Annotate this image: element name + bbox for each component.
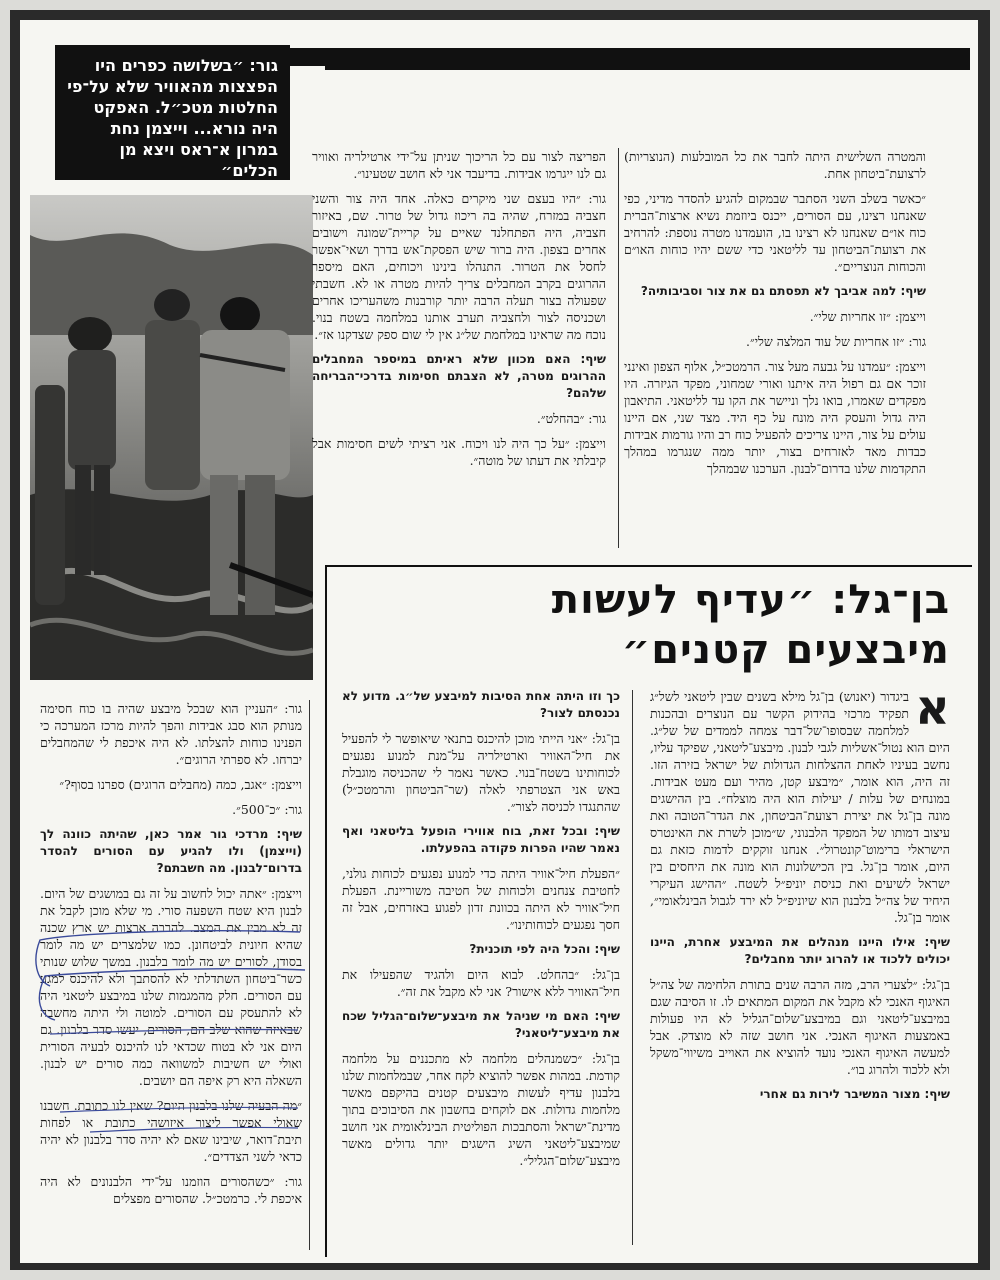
paragraph: גור: ״זו אחריות של עוד המלצה שלי״. — [746, 334, 926, 349]
paragraph: ״הפעלת חיל־אוויר היתה כדי למנוע נפגעים לכוחות גולני, לחטיבת צנחנים ולכוחות של חטיבה משוריינת. הפעלת חיל־אוויר לא היתה בכוונת זדון לפגוע באזרחים, אבל זה חסך נפגעים לכוחותינו״. — [342, 866, 620, 932]
photo-illustration — [30, 195, 313, 680]
paragraph: וייצמן: ״אגב, כמה (מחבלים הרוגים) ספרנו בסוף?״ — [59, 777, 302, 792]
paragraph: הפריצה לצור עם כל הריכוך שניתן על־ידי ארטילריה ואוויר גם לנו ייגרמו אבידות. בדיעבד אני לא חושב שטעינו״. — [312, 149, 606, 181]
paragraph: ״מה הבעיה שלנו בלבנון היום? שאין לנו כתובת. חשבנו שאולי אפשר ליצור איזושהי כתובת או לפחות תיבת־דואר, שיבינו שאם לא יהיה סדר בלבנון לא יהיה כדאי לשני הצדדים״. — [40, 1098, 302, 1164]
paragraph: גור: ״בהחלט״. — [536, 411, 606, 426]
headline-line-1: בן־גל: ״עדיף לעשות — [551, 577, 950, 623]
question-paragraph: שיף: והכל היה לפי תוכנית? — [469, 942, 620, 956]
paragraph: וייצמן: ״עמדנו על גבעה מעל צור. הרמטכ״ל, אלוף הצפון ואינני זוכר אם גם רפול היה איתנו ואורי שמחוני, מפקד הגיזרה. היו מפקדים שאמרו, בואו נלך וניישר את הקו עד לליטאני. התיאבון היה גדול והעסק היה מונח על כף היד. מצד שני, אם היינו עולים על צור, היינו צריכים להפעיל כוח רב והיו גורמות אבידות כבדות מאד לאזרחים בצור, יותר ממה שנגרמו במהלך התקדמות שלנו בדרום־לבנון. הערכנו שבמהלך — [624, 359, 926, 476]
paragraph: בן־גל: ״לצערי הרב, מזה הרבה שנים בתורת הלחימה של צה״ל האיגוף האנכי לא מקבל את המקום המתאים לו. זו הסיבה שגם במיבצע־ליטאני וגם במיבצע־שלום־הגליל לא היו פעולות באמצעות האיגוף האנכי. אני חושב שזה לא מוצדק. אבל למעשה האיגוף האנכי נועד להוציא את האוייב משיווי־משקל ולא ללכוד ולהרוג בו״. — [650, 977, 950, 1077]
question-paragraph: כך וזו היתה אחת הסיבות למיבצע של״ג. מדוע לא נכנסתם לצור? — [342, 689, 620, 720]
paragraph: גור: ״כשהסורים הוזמנו על־ידי הלבנונים לא היה איכפת לי. כרמטכ״ל. שהסורים מפצלים — [40, 1174, 302, 1206]
paragraph: גור: ״העניין הוא שבכל מיבצע שהיה בו כוח חסימה מנותק הוא סבג אבידות והפך להיות מרכז המערכה כי הפנינו כוחות להצלתו. לא היה איכפת לי שהמחבלים יברחו. לא ספרתי הרוגים״. — [40, 701, 302, 767]
paragraph: בן־גל: ״בהחלט. לבוא היום ולהגיד שהפעילו את חיל־האוויר ללא אישור? אני לא מקבל את זה״. — [342, 967, 620, 999]
column-rule — [632, 690, 633, 1245]
dropcap: א — [915, 688, 950, 736]
soldiers-photo — [30, 195, 313, 680]
column-rule — [309, 700, 310, 1250]
column-rule — [618, 148, 619, 548]
article-column-3 — [40, 700, 302, 1250]
lead-paragraph: ביגדור (יאנוש) בן־גל מילא בשנים שבין ליטאני לשל״ג תפקיד מרכזי בהידוק הקשר עם הנוצרים ובהכנות למלחמה שבסופו־של־דבר צמחה לממדים של של״ג. היום הוא נטול־אשליות לגבי לבנון. מיבצע־ליטאני, שפיקד עליו, נחשב בעיניו לאחת ההצלחות הגדולות של ישראל בזירה הזו. זה היה, הוא אומר, ״מיבצע קטן, מהיר ועם מעט אבידות. במונחים של עלות / יעילות הוא היה מוצלח״. בין ההישגים מונה בן־גל את יצירת רצועת־הביטחון, את הגדר־הטובה ואת עיצוב דמותו של המפקד הלבנוני, ש״מוכן לשרת את האינטרס הישראלי ברימוט־קונטרול״. אנחנו זוקקים לדמות כזאת גם היום, אומר בן־גל. בין הכישלונות הוא מונה את היחסים בין ישראל לשיעים ואת כניסת יוניפ״ל לשטח. ״ההישג העיקרי היחיד של צה״ל בלבנון הוא שיוניפ״ל לא ירד לגבול הבינלאומי״, אומר בן־גל. — [650, 689, 950, 925]
question-paragraph: שיף: מרדכי גור אמר כאן, שהיתה כוונה לך (וייצמן) ולו להגיע עם הסורים להסדר בדרום־לבנון. מה חשבתם? — [40, 827, 302, 875]
article-column-2 — [312, 148, 606, 553]
paragraph: גור: ״כ־500״. — [232, 802, 302, 817]
headline-line-2: מיבצעים קטנים״ — [621, 627, 950, 673]
paragraph: בן־גל: ״אני הייתי מוכן להיכנס בתנאי שיאופשר לי להפעיל את חיל־האוויר וארטילריה על־מנת למנוע נפגעים לכוחותינו בשטח־בנוי. כאשר נאמר לי שהכניסה מוגבלת באש אני הצטרפתי לאלה (שר־הביטחון והרמטכ״ל) שהתנגדו לכניסה לצור״. — [342, 731, 620, 814]
article-column-1 — [624, 148, 926, 553]
paragraph: בן־גל: ״כשמנהלים מלחמה לא מתכננים על מלחמה קודמת. במהות אפשר להוציא לקח אחר, שבמלחמות שלנו בלבנון עדיף לעשות מיבצעים קטנים בהיקפם מאשר מלחמות גדולות. אם לוקחים בחשבון את הסיבוכים בתוך מדינת־ישראל והסתבכות הפוליטית הבינלאומית אני חושב שמיבצע־ליטאני השיג הישגים יותר גדולים מאשר מיבצע־שלום־הגליל״. — [342, 1051, 620, 1168]
paragraph: ״כאשר בשלב השני הסתבר שבמקום להגיע להסדר מדיני, כפי שאנחנו רצינו, עם הסורים, ייכנס ביוזמת נשיא ארצות־הברית כוח או״ם שאנחנו לא רצינו בו, הועמדנו מטרה נוספת: להרחיב את רצועת־הביטחון עד לליטאני כדי ששם יהיו כוחות האו״ם והכוחות הנוצריים״. — [624, 191, 926, 274]
question-paragraph: שיף: מצור המשיבר לירות גם אחרי — [759, 1087, 950, 1101]
paragraph — [650, 688, 950, 926]
question-paragraph: שיף: למה אביבך לא תפסתם גם את צור וסביבותיה? — [640, 284, 926, 298]
pull-quote: גור: ״בשלושה כפרים היו הפצצות מהאוויר שלא על־פי החלטות מטכ״ל. האפקט היה נורא... וייצמן נחת במרון א־ראס ויצא מן הכלים״ — [55, 45, 290, 180]
question-paragraph: שיף: אילו היינו מנהלים את המיבצע אחרת, היינו יכולים ללכוד או להרוג יותר מחבלים? — [650, 935, 950, 966]
article-headline — [350, 575, 950, 675]
paragraph: והמטרה השלישית היתה לחבר את כל המובלעות (הנוצריות) לרצועת־ביטחון אחת. — [624, 149, 926, 181]
question-paragraph: שיף: האם מי שניהל את מיבצע־שלום־הגליל שכח את מיבצע־ליטאני? — [342, 1009, 620, 1040]
paragraph: וייצמן: ״זו אחריות שלי״. — [809, 309, 926, 324]
paragraph: וייצמן: ״אתה יכול לחשוב על זה גם במושגים של היום. לבנון היא שטח השפעה סורי. מי שלא מוכן לקבל את זה לא מבין את המצב. להרבה ארצות יש ארץ שכנה שהיא חיונית לביטחונן. כמו שלמצרים יש מה לומר בסודן, לסורים יש מה לומר בלבנון. במשך שלוש שנותי כשר־ביטחון השתדלתי לא להסתבך ולא להיכנס למגע עם הסורים. חלק מהמגמות שלנו במיבצע ליטאני היה לא להתעסק עם הסורים. למוטה ולי היתה מחשבה שבאיזה שהוא שלב הם, הסורים, יעשו סדר בלבנון. גם היום אני לא בטוח שכדאי לנו להיכנס לבעיה הסורית ואולי יש חשיבות למשוואה כמה סורים יש לבנון. השאלה היא רק איפה הם יושבים. — [40, 886, 302, 1088]
question-paragraph: שיף: ובכל זאת, בוח אווירי הופעל בליטאני ואף נאמר שהיו הפרות פקודה בהפעלתו. — [342, 824, 620, 855]
paragraph: גור: ״היו בעצם שני מיקרים כאלה. אחד היה צור והשני חצביה במזרח, שהיה בה ריכוז גדול של טרור. שם, באיזור חצביה, היה הפתחלנד שאיים על קריית־שמונה וישובים אחרים בצפון. היה ברור שיש הפסקת־אש בדרך ושאי־אפשר לחסל את הטרור. התנהלו בינינו ויכוחים, האם מיספר ההרוגים בקרב המחבלים צריך להיות מטרה או לא. חשבתי שפעולה בצור תעלה הרבה יותר קורבנות משהעריכו אחרים ושכניסה לצור ולחצביה תערב אותנו במלחמה בשטח בנוי. נוכח מה שראינו במלחמת של״ג אין לי שום ספק שצדקנו אז״. — [312, 191, 606, 342]
article-column-5 — [650, 688, 950, 1248]
article-column-4 — [342, 688, 620, 1248]
question-paragraph: שיף: האם מכוון שלא ראיתם במיספר המחבלים ההרוגים מטרה, לא הצבתם חסימות בדרכי־הבריחה שלהם? — [312, 352, 606, 400]
paragraph: וייצמן: ״על כך היה לנו ויכוח. אני רציתי לשים חסימות אבל קיבלתי את דעתו של מוטה״. — [312, 436, 606, 468]
header-rule-secondary — [325, 66, 970, 70]
